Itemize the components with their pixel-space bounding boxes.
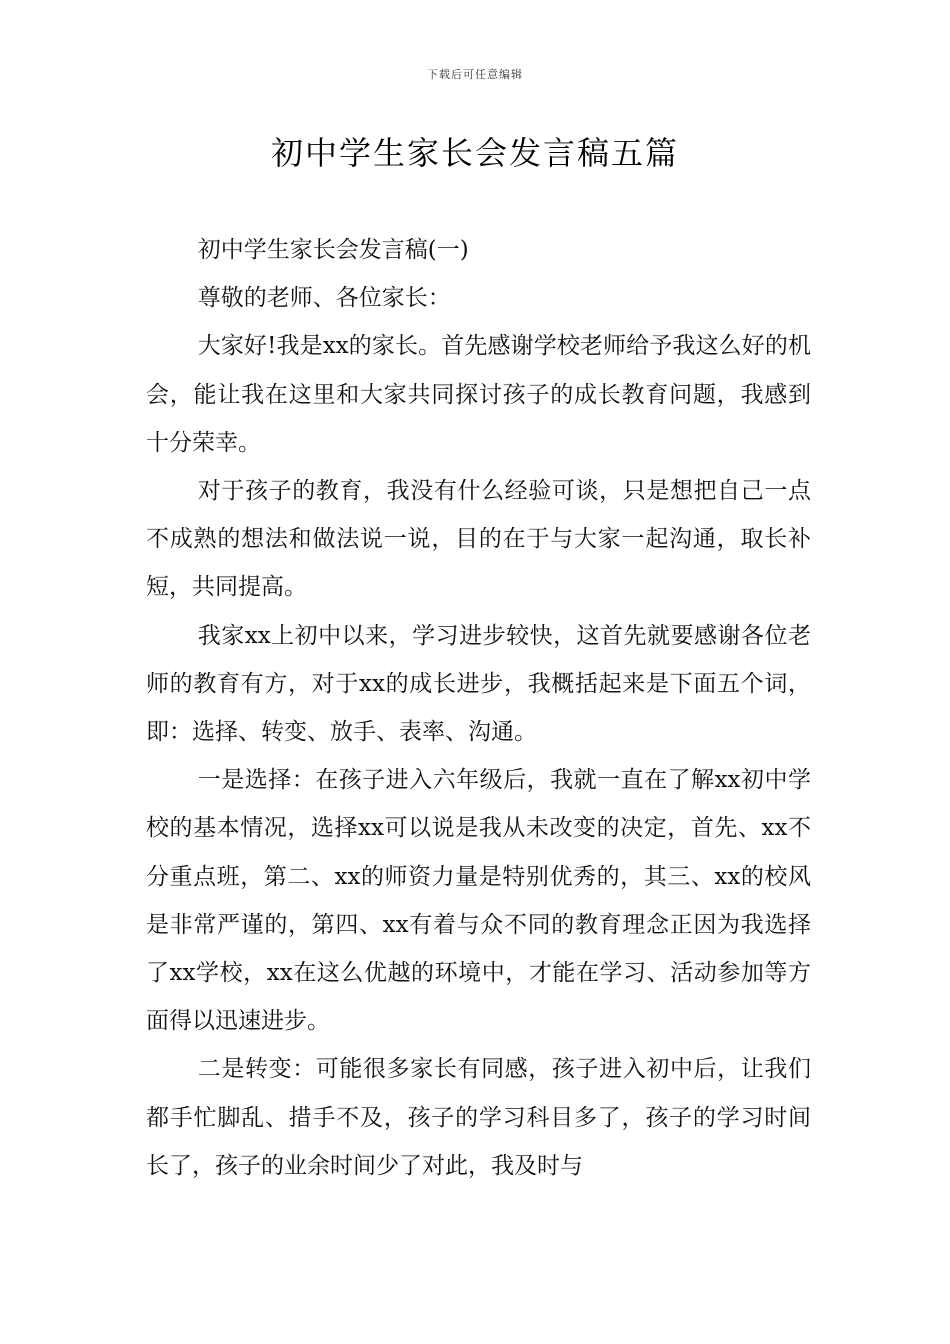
paragraph-choice: 一是选择：在孩子进入六年级后，我就一直在了解xx初中学校的基本情况，选择xx可以说是我从未改变的决定，首先、xx不分重点班，第二、xx的师资力量是特别优秀的，其三、xx的校风是非常严谨的，第四、xx有着与众不同的教育理念正因为我选择了xx学校，xx在这么优越的环境中，才能在学习、活动参加等方面得以迅速进步。: [146, 767, 811, 1035]
paragraph-progress: 我家xx上初中以来，学习进步较快，这首先就要感谢各位老师的教育有方，对于xx的成长进步，我概括起来是下面五个词，即：选择、转变、放手、表率、沟通。: [146, 622, 811, 746]
document-title: 初中学生家长会发言稿五篇: [270, 134, 679, 172]
document-body: [146, 226, 811, 1190]
salutation: 尊敬的老师、各位家长：: [197, 285, 451, 312]
speech-subtitle: 初中学生家长会发言稿(一): [197, 237, 469, 263]
paragraph-greeting: 大家好!我是xx的家长。首先感谢学校老师给予我这么好的机会，能让我在这里和大家共同探讨孩子的成长教育问题，我感到十分荣幸。: [146, 333, 811, 456]
paragraph-change: 二是转变：可能很多家长有同感，孩子进入初中后，让我们都手忙脚乱、措手不及，孩子的学习科目多了，孩子的学习时间长了，孩子的业余时间少了对此，我及时与: [146, 1056, 811, 1179]
paragraph-experience: 对于孩子的教育，我没有什么经验可谈，只是想把自己一点不成熟的想法和做法说一说，目的在于与大家一起沟通，取长补短，共同提高。: [146, 478, 811, 601]
page-header-note: 下载后可任意编辑: [427, 68, 523, 81]
